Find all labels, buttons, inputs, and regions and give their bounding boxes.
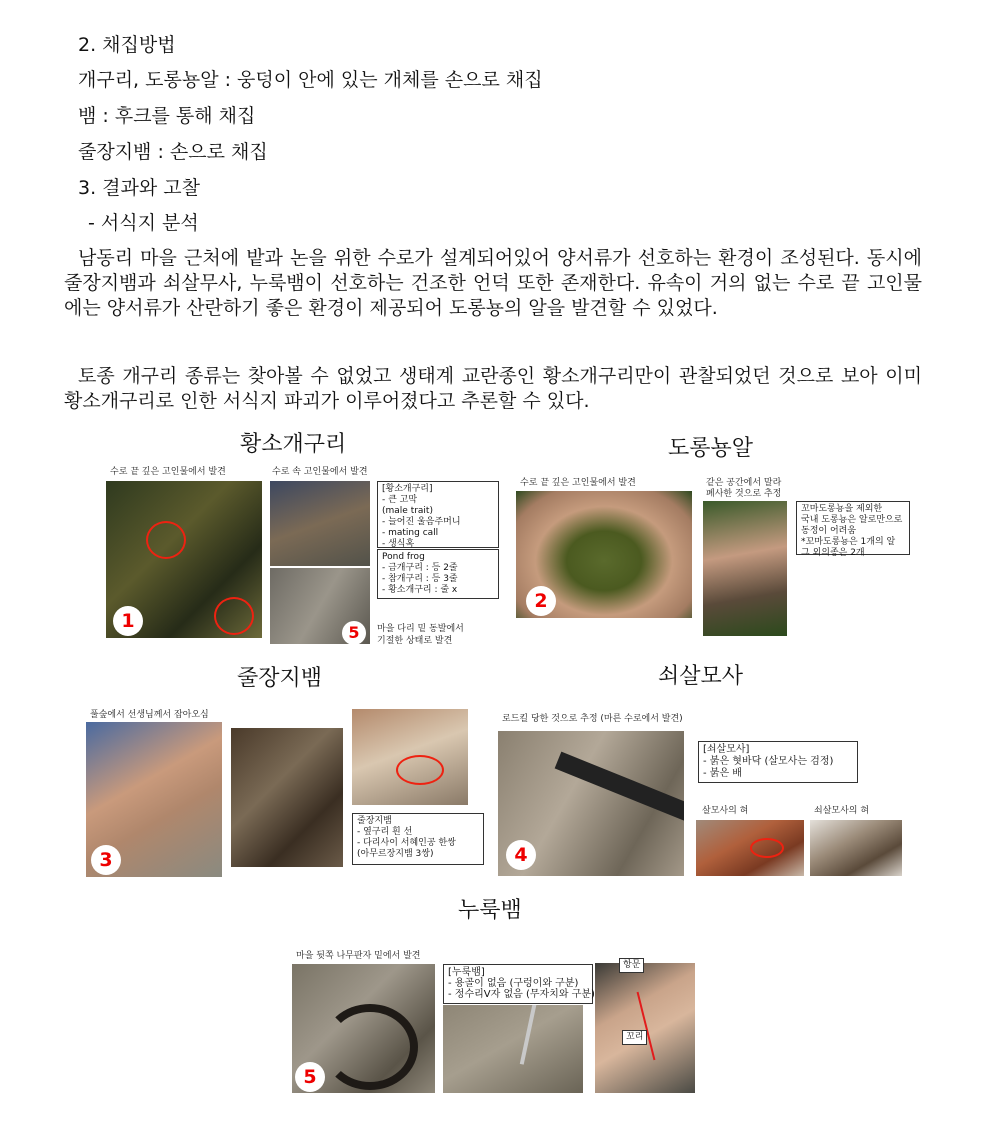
text-line-lizard-collection: 줄장지뱀 : 손으로 채집: [78, 141, 268, 163]
caption-lizard-1: 풀숲에서 선생님께서 잡아오심: [90, 710, 209, 720]
text-line-snake-collection: 뱀 : 후크를 통해 채집: [78, 105, 256, 127]
info-line: - mating call: [382, 528, 439, 538]
photo-lizard-ground: [231, 728, 343, 867]
text-line-frog-collection: 개구리, 도롱뇽알 : 웅덩이 안에 있는 개체를 손으로 채집: [78, 69, 543, 91]
subheading-habitat-analysis: - 서식지 분석: [88, 212, 199, 234]
highlight-ring: [146, 521, 186, 559]
highlight-ring: [214, 597, 254, 635]
label-tag-anus: 항문: [619, 958, 644, 973]
section-heading-results: 3. 결과와 고찰: [78, 177, 200, 199]
caption-bullfrog-4: 기절한 상태로 발견: [377, 636, 453, 646]
info-box-pond-frog: [377, 549, 499, 599]
info-line: - 큰 고막: [382, 495, 418, 505]
caption-bullfrog-2: 수로 속 고인물에서 발견: [272, 467, 368, 477]
caption-bullfrog-3: 마을 다리 밑 동발에서: [377, 624, 464, 634]
figure-title-lizard: 줄장지뱀: [237, 666, 323, 691]
info-line: - 다리사이 서혜인공 한쌍: [357, 838, 456, 848]
figure-number-badge: 1: [113, 606, 143, 636]
figure-number-badge: 4: [506, 840, 536, 870]
photo-ratsnake-stick: [443, 1005, 583, 1093]
info-line: - 황소개구리 : 줄 x: [382, 585, 458, 595]
info-box-lizard: [352, 813, 484, 865]
caption-bullfrog-1: 수로 끝 깊은 고인물에서 발견: [110, 467, 226, 477]
photo-bullfrog-hand: [270, 481, 370, 566]
info-line: [쇠살모사]: [703, 744, 750, 755]
figure-number-badge: 3: [91, 845, 121, 875]
highlight-ring: [396, 755, 444, 785]
info-line: 그 외의종은 2개: [801, 548, 865, 558]
info-line: - 붉은 배: [703, 768, 742, 779]
info-line: 줄장지뱀: [357, 816, 392, 826]
caption-viper-3: 쇠살모사의 혀: [814, 806, 870, 816]
info-line: 국내 도롱뇽은 알로만으로: [801, 515, 903, 525]
figure-title-salamander-eggs: 도롱뇽알: [668, 436, 754, 461]
caption-ratsnake-1: 마을 뒷쪽 나무판자 밑에서 발견: [296, 951, 421, 961]
info-line: Pond frog: [382, 552, 425, 562]
caption-salamander-3: 폐사한 것으로 추정: [706, 489, 782, 499]
info-box-viper: [698, 741, 858, 783]
paragraph-bullfrog: 토종 개구리 종류는 찾아볼 수 없었고 생태계 교란종인 황소개구리만이 관찰되었던 것으로 보아 이미 황소개구리로 인한 서식지 파괴가 이루어졌다고 추론할 수 있다.: [64, 365, 922, 412]
info-line: [누룩뱀]: [448, 967, 485, 978]
hook-stick: [520, 1005, 538, 1065]
figure-title-viper: 쇠살모사: [658, 664, 744, 689]
caption-salamander-2: 같은 공간에서 말라: [706, 478, 782, 488]
pipe-shape: [555, 752, 684, 825]
figure-number-badge: 5: [295, 1062, 325, 1092]
pointer-line: [637, 992, 656, 1060]
info-line: - 참개구리 : 등 3줄: [382, 574, 458, 584]
info-line: 꼬마도롱뇽을 제외한: [801, 504, 883, 514]
info-box-bullfrog-traits: [377, 481, 499, 548]
info-line: [황소개구리]: [382, 484, 433, 494]
info-box-salamander: [796, 501, 910, 558]
figure-title-ratsnake: 누룩뱀: [458, 898, 522, 923]
info-line: - 정수리V자 없음 (무자치와 구분): [448, 989, 595, 1000]
highlight-ring: [750, 838, 784, 858]
paragraph-habitat: 남동리 마을 근처에 밭과 논을 위한 수로가 설계되어있어 양서류가 선호하는 환경이 조성된다. 동시에 줄장지뱀과 쇠살무사, 누룩뱀이 선호하는 건조한 언덕 또한 존재한다. 유속이 거의 없는 수로 끝 고인물에는 양서류가 산란하기 좋은 환경이 제공되어 도롱뇽의 알을 발견할 수 있었다.: [64, 247, 922, 319]
info-line: - 붉은 혓바닥 (살모사는 검정): [703, 756, 834, 767]
photo-ratsnake-underside: [595, 963, 695, 1093]
figure-number-badge: 5: [342, 621, 366, 645]
info-line: (아무르장지뱀 3쌍): [357, 849, 434, 859]
photo-viper-tongue-2: [810, 820, 902, 876]
info-line: - 늘어진 울음주머니: [382, 517, 461, 527]
caption-salamander-1: 수로 끝 깊은 고인물에서 발견: [520, 478, 636, 488]
info-line: - 옆구리 흰 선: [357, 827, 413, 837]
info-line: - 금개구리 : 등 2줄: [382, 563, 458, 573]
figure-number-badge: 2: [526, 586, 556, 616]
label-tag-tail: 꼬리: [622, 1030, 647, 1045]
info-line: 동정이 어려움: [801, 526, 857, 536]
figure-title-bullfrog: 황소개구리: [240, 432, 347, 457]
photo-salamander-dried: [703, 501, 787, 636]
photo-viper-tongue-1: [696, 820, 804, 876]
info-box-ratsnake: [443, 964, 593, 1004]
info-line: *꼬마도롱뇽은 1개의 알: [801, 537, 896, 547]
info-line: - 생식혹: [382, 539, 415, 549]
photo-lizard-underside: [352, 709, 468, 805]
info-line: (male trait): [382, 506, 433, 516]
info-line: - 용골이 없음 (구렁이와 구분): [448, 978, 579, 989]
caption-viper-2: 살모사의 혀: [702, 806, 749, 816]
section-heading-collection-method: 2. 채집방법: [78, 34, 176, 56]
caption-viper-1: 로드킬 당한 것으로 추정 (마른 수로에서 발견): [502, 714, 683, 724]
snake-shape: [322, 1004, 418, 1090]
